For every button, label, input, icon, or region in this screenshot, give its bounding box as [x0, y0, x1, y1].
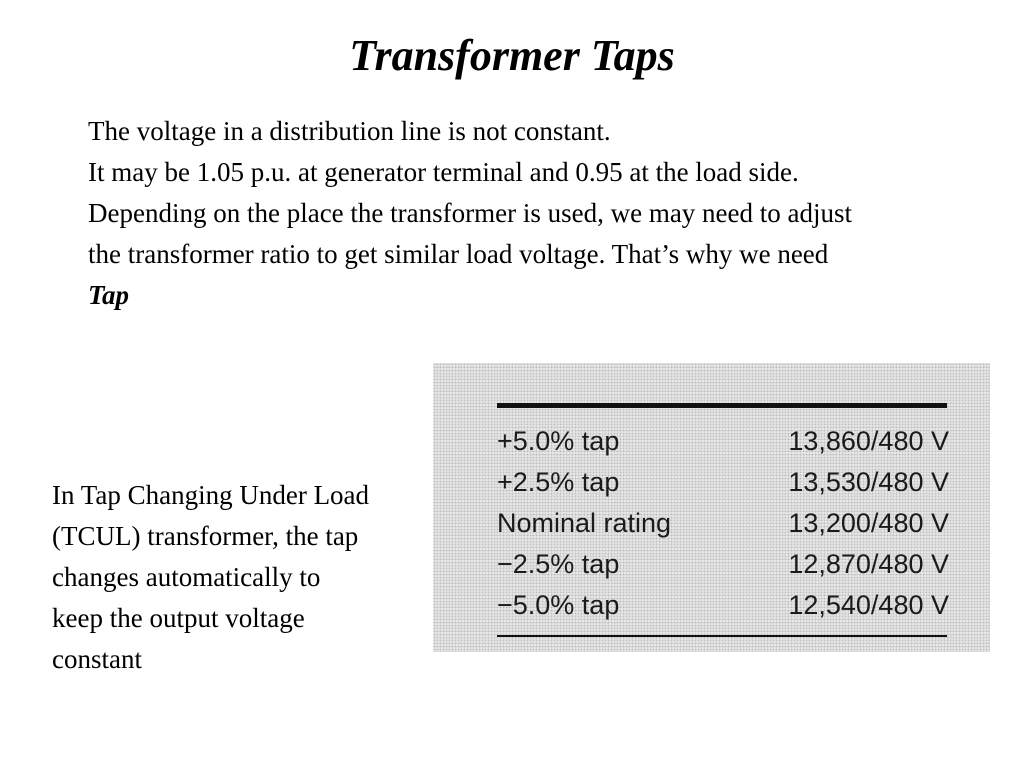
tcul-note-text: In Tap Changing Under Load (TCUL) transformer, the tap changes automatically to keep the output voltage constant [52, 480, 370, 674]
tap-label: −5.0% tap [497, 590, 620, 620]
tap-label: Nominal rating [497, 508, 672, 538]
tap-voltage: 13,200/480 V [788, 508, 949, 538]
tap-row [497, 462, 949, 503]
tap-table [497, 421, 949, 626]
tap-row [497, 544, 949, 585]
tap-label: +2.5% tap [497, 467, 620, 497]
table-top-rule [497, 403, 947, 408]
table-bottom-rule [497, 635, 947, 637]
tap-row [497, 503, 949, 544]
tap-emphasis: Tap [88, 280, 130, 310]
intro-line-2: It may be 1.05 p.u. at generator terminal and 0.95 at the load side. [88, 157, 799, 187]
slide-title: Transformer Taps [349, 31, 675, 80]
tap-label: −2.5% tap [497, 549, 620, 579]
tap-table-image [433, 363, 990, 652]
tap-voltage: 13,530/480 V [788, 467, 949, 497]
intro-text [88, 111, 868, 316]
tap-row [497, 421, 949, 462]
tap-row [497, 585, 949, 626]
tcul-note [52, 475, 372, 680]
tap-voltage: 13,860/480 V [788, 426, 949, 456]
intro-line-3 [88, 193, 868, 316]
intro-line-1: The voltage in a distribution line is not constant. [88, 116, 611, 146]
tap-voltage: 12,540/480 V [788, 590, 949, 620]
tap-voltage: 12,870/480 V [788, 549, 949, 579]
tap-label: +5.0% tap [497, 426, 620, 456]
intro-line-3-text: Depending on the place the transformer is used, we may need to adjust the transformer ratio to get similar load voltage. That’s why we need [88, 198, 853, 269]
